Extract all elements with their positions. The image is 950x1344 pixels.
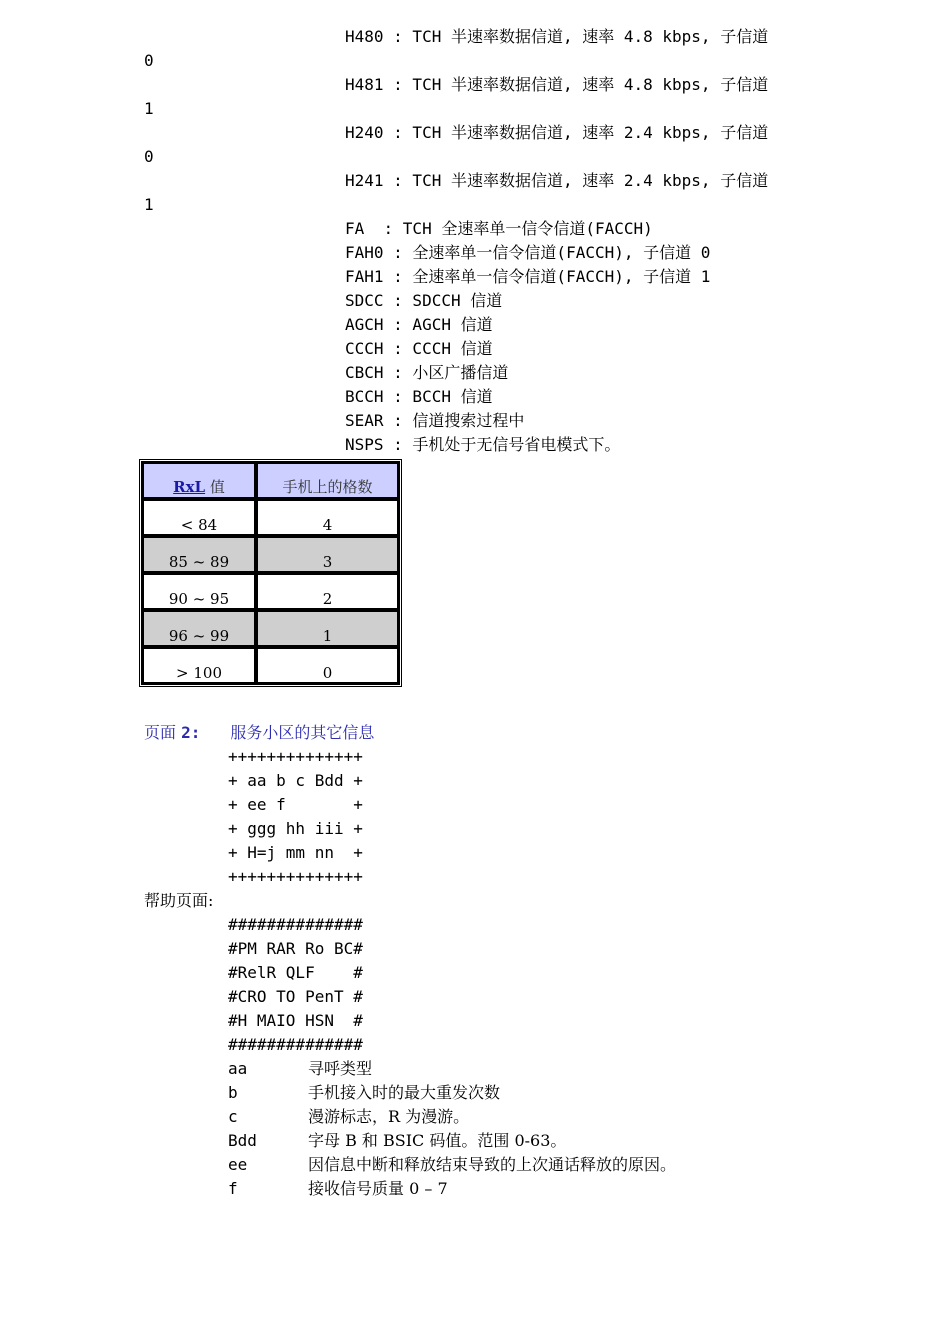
- page2-layout-line: ++++++++++++++: [228, 867, 363, 886]
- bars-column-header: 手机上的格数: [256, 462, 399, 499]
- help-layout-line: #RelR QLF #: [228, 963, 363, 982]
- table-row: [142, 573, 399, 610]
- definition-key: ee: [228, 1155, 248, 1174]
- help-layout-line: ##############: [228, 915, 363, 934]
- channel-line-h481-subchannel: 1: [144, 99, 154, 118]
- table-row: [142, 647, 399, 684]
- table-row: [142, 610, 399, 647]
- page2-layout-line: + aa b c Bdd +: [228, 771, 363, 790]
- definition-key: aa: [228, 1059, 248, 1078]
- rxl-cell: 96 ~ 99: [142, 610, 256, 647]
- definition-desc: 字母 B 和 BSIC 码值。范围 0-63。: [308, 1131, 567, 1150]
- rxl-cell: 90 ~ 95: [142, 573, 256, 610]
- rxl-cell: > 100: [142, 647, 256, 684]
- channel-line-sear: SEAR : 信道搜索过程中: [345, 411, 525, 430]
- channel-line-h480-subchannel: 0: [144, 51, 154, 70]
- page2-layout-line: ++++++++++++++: [228, 747, 363, 766]
- definition-key: f: [228, 1179, 238, 1198]
- rxl-cell: < 84: [142, 499, 256, 536]
- table-row: [142, 499, 399, 536]
- definition-desc: 手机接入时的最大重发次数: [308, 1083, 501, 1102]
- page2-layout-line: + ee f +: [228, 795, 363, 814]
- channel-line-cbch: CBCH : 小区广播信道: [345, 363, 509, 382]
- help-layout-line: #H MAIO HSN #: [228, 1011, 363, 1030]
- rxl-column-header: [142, 462, 256, 499]
- table-row: [142, 536, 399, 573]
- table-header-row: [142, 462, 399, 499]
- bars-cell: 3: [256, 536, 399, 573]
- channel-line-h240: H240 : TCH 半速率数据信道, 速率 2.4 kbps, 子信道: [345, 123, 769, 142]
- channel-line-h241: H241 : TCH 半速率数据信道, 速率 2.4 kbps, 子信道: [345, 171, 769, 190]
- channel-line-h480: H480 : TCH 半速率数据信道, 速率 4.8 kbps, 子信道: [345, 27, 769, 46]
- help-layout-line: #PM RAR Ro BC#: [228, 939, 363, 958]
- channel-line-nsps: NSPS : 手机处于无信号省电模式下。: [345, 435, 621, 454]
- channel-line-fah1: FAH1 : 全速率单一信令信道(FACCH), 子信道 1: [345, 267, 711, 286]
- page2-title: 服务小区的其它信息: [230, 723, 375, 742]
- definition-desc: 漫游标志，R 为漫游。: [308, 1107, 470, 1126]
- page2-prefix: 页面: [144, 723, 182, 742]
- rxl-cell: 85 ~ 89: [142, 536, 256, 573]
- channel-line-fa: FA : TCH 全速率单一信令信道(FACCH): [345, 219, 653, 238]
- rxl-signal-table: [139, 459, 402, 687]
- channel-line-agch: AGCH : AGCH 信道: [345, 315, 493, 334]
- definition-desc: 接收信号质量 0 – 7: [308, 1179, 448, 1198]
- help-page-label: 帮助页面:: [144, 891, 214, 910]
- channel-line-h240-subchannel: 0: [144, 147, 154, 166]
- bars-cell: 0: [256, 647, 399, 684]
- definition-desc: 因信息中断和释放结束导致的上次通话释放的原因。: [308, 1155, 677, 1174]
- help-layout-line: ##############: [228, 1035, 363, 1054]
- definition-key: Bdd: [228, 1131, 257, 1150]
- definition-key: c: [228, 1107, 238, 1126]
- page2-layout-line: + ggg hh iii +: [228, 819, 363, 838]
- bars-cell: 2: [256, 573, 399, 610]
- rxl-header-suffix: 值: [205, 478, 225, 496]
- page2-heading: [144, 721, 374, 745]
- definition-key: b: [228, 1083, 238, 1102]
- bars-cell: 4: [256, 499, 399, 536]
- channel-line-h241-subchannel: 1: [144, 195, 154, 214]
- definition-desc: 寻呼类型: [308, 1059, 373, 1078]
- help-layout-line: #CRO TO PenT #: [228, 987, 363, 1006]
- channel-line-h481: H481 : TCH 半速率数据信道, 速率 4.8 kbps, 子信道: [345, 75, 769, 94]
- bars-cell: 1: [256, 610, 399, 647]
- channel-line-bcch: BCCH : BCCH 信道: [345, 387, 493, 406]
- channel-line-sdcc: SDCC : SDCCH 信道: [345, 291, 503, 310]
- page2-number: 2:: [181, 723, 201, 742]
- rxl-link[interactable]: RxL: [173, 478, 206, 496]
- channel-line-fah0: FAH0 : 全速率单一信令信道(FACCH), 子信道 0: [345, 243, 711, 262]
- page2-layout-line: + H=j mm nn +: [228, 843, 363, 862]
- channel-line-ccch: CCCH : CCCH 信道: [345, 339, 493, 358]
